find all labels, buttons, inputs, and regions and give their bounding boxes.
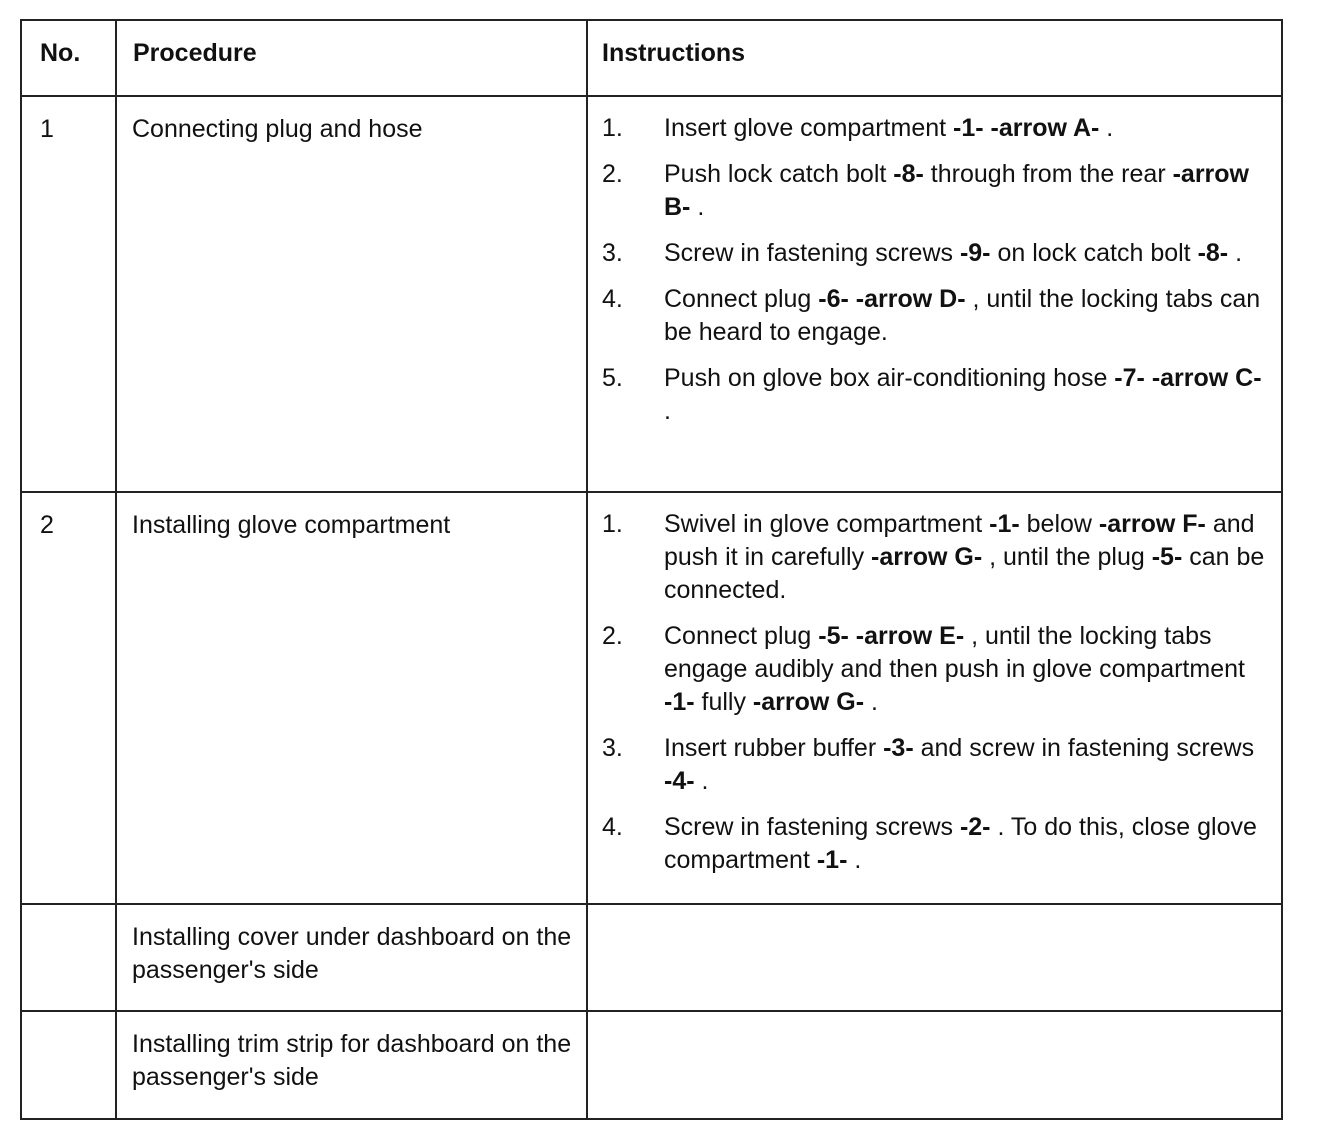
step-reference: -arrow A-: [990, 114, 1100, 142]
step-text-run: Push on glove box air-conditioning hose: [664, 364, 1115, 392]
step-text-run: Screw in fastening screws: [664, 239, 960, 267]
step-text: [664, 283, 1271, 349]
header-row: [21, 20, 1282, 96]
step-text-run: .: [864, 688, 878, 716]
step-number: 1.: [602, 114, 623, 142]
step-text-run: and push it in carefully: [664, 510, 1255, 571]
step-reference: -2-: [959, 813, 991, 841]
instruction-step: [602, 620, 1271, 719]
table-row: [21, 1011, 1282, 1119]
table-row: [21, 904, 1282, 1011]
step-reference: -arrow F-: [1098, 510, 1206, 538]
step-text-run: , until the locking tabs can be heard to engage.: [664, 285, 1261, 346]
instruction-step: [602, 283, 1271, 349]
procedure-name: Connecting plug and hose: [116, 96, 587, 492]
step-text: [664, 237, 1271, 270]
step-text-run: on lock catch bolt: [990, 239, 1198, 267]
step-text: [664, 362, 1271, 428]
step-reference: -5-: [1151, 543, 1183, 571]
procedure-name: Installing cover under dashboard on the passenger's side: [116, 904, 587, 1011]
step-text-run: .: [1099, 114, 1114, 142]
step-text-run: , until the plug: [982, 543, 1152, 571]
step-text: [664, 811, 1271, 877]
step-reference: -8-: [893, 160, 924, 188]
step-reference: -1-: [953, 114, 984, 142]
step-text-run: [849, 622, 856, 650]
step-text-run: , until the locking tabs engage audibly and then push in glove compartment: [664, 622, 1245, 683]
step-number: 1.: [602, 510, 623, 538]
row-number: [21, 1011, 116, 1119]
step-text: [664, 508, 1271, 607]
table-row: [21, 96, 1282, 492]
step-text-run: through from the rear: [923, 160, 1173, 188]
instruction-step: [602, 508, 1271, 607]
step-reference: -arrow D-: [855, 285, 966, 313]
step-text-run: .: [1228, 239, 1243, 267]
step-text: [664, 112, 1271, 145]
step-reference: -1-: [816, 846, 848, 874]
step-number: 4.: [602, 285, 623, 313]
instruction-step: [602, 362, 1271, 428]
step-text-run: .: [694, 767, 709, 795]
instruction-list: [587, 1011, 1282, 1119]
procedure-name: Installing glove compartment: [116, 492, 587, 904]
step-number: 5.: [602, 364, 623, 392]
step-text-run: . To do this, close glove compartment: [664, 813, 1257, 874]
step-reference: -8-: [1197, 239, 1229, 267]
step-text: [664, 158, 1271, 224]
row-number: [21, 904, 116, 1011]
instruction-list: [587, 904, 1282, 1011]
step-number: 4.: [602, 813, 623, 841]
procedure-table: [20, 19, 1283, 1120]
step-reference: -3-: [883, 734, 914, 762]
step-reference: -9-: [959, 239, 991, 267]
step-reference: -1-: [989, 510, 1020, 538]
step-number: 2.: [602, 622, 623, 650]
step-reference: -1-: [664, 688, 695, 716]
header-no: No.: [21, 20, 116, 96]
step-number: 3.: [602, 734, 623, 762]
step-text-run: [984, 114, 991, 142]
step-number: 3.: [602, 239, 623, 267]
step-reference: -arrow G-: [752, 688, 865, 716]
step-text-run: Screw in fastening screws: [664, 813, 960, 841]
step-text-run: can be connected.: [664, 543, 1265, 604]
step-reference: -5-: [818, 622, 849, 650]
step-text-run: [849, 285, 856, 313]
step-text: [664, 620, 1271, 719]
step-text: [664, 732, 1271, 798]
step-text-run: and screw in fastening screws: [913, 734, 1255, 762]
instruction-step: [602, 112, 1271, 145]
instruction-step: [602, 732, 1271, 798]
step-text-run: fully: [694, 688, 753, 716]
header-instructions: Instructions: [587, 20, 1282, 96]
step-reference: -arrow E-: [855, 622, 965, 650]
instruction-list: [587, 492, 1282, 904]
step-reference: -4-: [664, 767, 695, 795]
step-text-run: Connect plug: [664, 622, 819, 650]
step-reference: -arrow B-: [664, 160, 1249, 221]
step-text-run: .: [847, 846, 862, 874]
step-reference: -arrow C-: [1151, 364, 1262, 392]
step-text-run: Swivel in glove compartment: [664, 510, 990, 538]
step-text-run: Push lock catch bolt: [664, 160, 894, 188]
row-number: 1: [21, 96, 116, 492]
step-number: 2.: [602, 160, 623, 188]
instruction-step: [602, 237, 1271, 270]
step-text-run: Insert rubber buffer: [664, 734, 884, 762]
step-reference: -arrow G-: [871, 543, 983, 571]
instruction-step: [602, 811, 1271, 877]
procedure-name: Installing trim strip for dashboard on the passenger's side: [116, 1011, 587, 1119]
step-reference: -6-: [818, 285, 849, 313]
step-text-run: .: [690, 193, 705, 221]
step-text-run: [1145, 364, 1152, 392]
step-text-run: Connect plug: [664, 285, 819, 313]
step-text-run: .: [664, 397, 671, 425]
table-row: [21, 492, 1282, 904]
step-text-run: Insert glove compartment: [664, 114, 954, 142]
instruction-list: [587, 96, 1282, 492]
row-number: 2: [21, 492, 116, 904]
step-reference: -7-: [1114, 364, 1145, 392]
header-procedure: Procedure: [116, 20, 587, 96]
step-text-run: below: [1019, 510, 1099, 538]
instruction-step: [602, 158, 1271, 224]
